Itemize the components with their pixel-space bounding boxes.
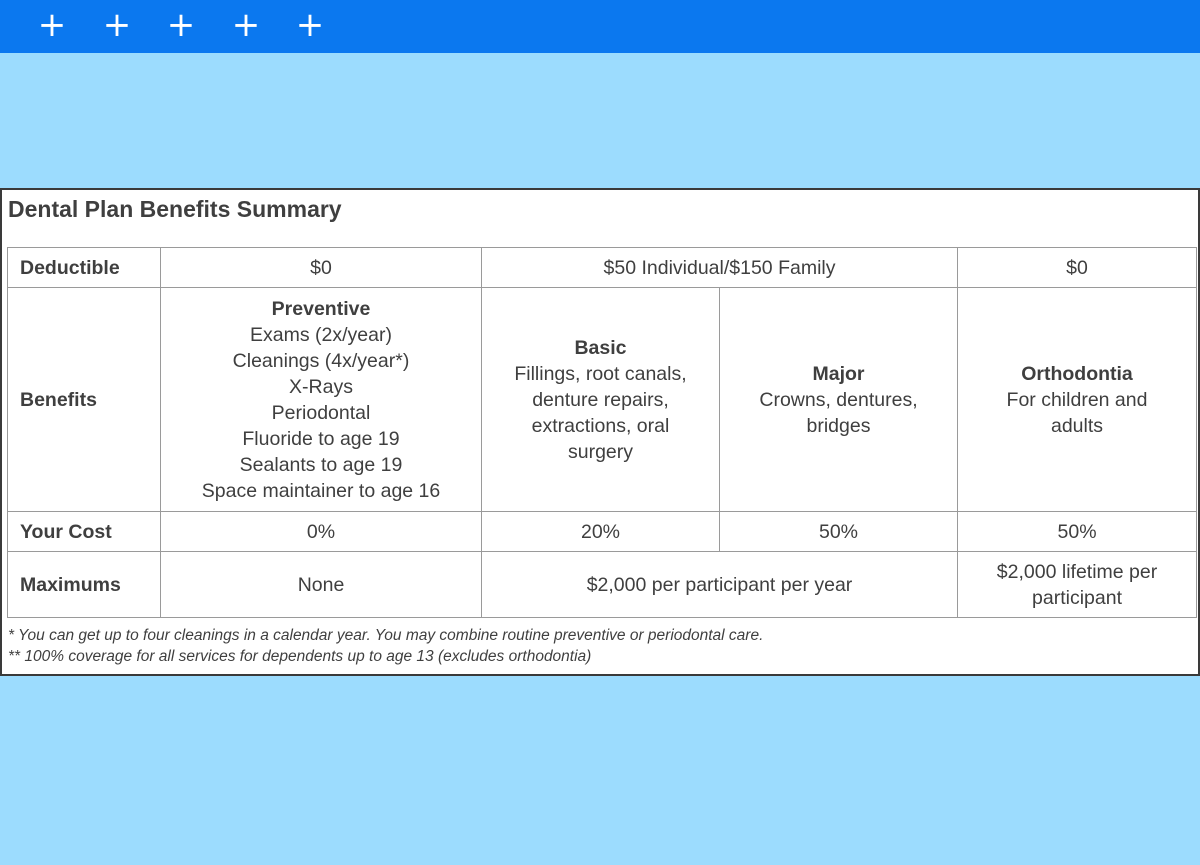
table-row <box>8 552 1197 618</box>
document-title: Dental Plan Benefits Summary <box>8 196 342 222</box>
benefit-item: Sealants to age 19 <box>239 453 403 476</box>
benefit-item: extractions, oral <box>531 414 670 437</box>
cell-cost-preventive: 0% <box>161 512 482 552</box>
benefit-item: Fillings, root canals, <box>514 362 687 385</box>
footnote: * You can get up to four cleanings in a calendar year. You may combine routine preventive or periodontal care. <box>8 627 764 644</box>
maximum-text: $2,000 lifetime per <box>996 560 1158 583</box>
benefit-item: adults <box>1050 414 1104 437</box>
benefit-item: Crowns, dentures, <box>759 388 918 411</box>
benefit-item: Exams (2x/year) <box>250 323 392 346</box>
plus-icon[interactable]: + <box>102 5 132 45</box>
plus-icon[interactable]: + <box>231 5 261 45</box>
cell-deductible-basic-major: $50 Individual/$150 Family <box>482 248 958 288</box>
cell-maximums-ortho <box>958 552 1197 618</box>
benefit-item: Fluoride to age 19 <box>242 427 400 450</box>
benefit-item: Space maintainer to age 16 <box>201 479 441 502</box>
category-name: Basic <box>574 336 627 359</box>
footnotes <box>8 625 763 667</box>
cell-maximums-preventive: None <box>161 552 482 618</box>
benefits-summary-panel <box>0 188 1200 676</box>
cell-benefits-major <box>720 288 958 512</box>
table-row <box>8 288 1197 512</box>
table-row <box>8 248 1197 288</box>
category-name: Major <box>812 362 865 385</box>
top-toolbar <box>0 0 1200 53</box>
plus-icon[interactable]: + <box>37 5 67 45</box>
benefit-item: X-Rays <box>289 375 353 398</box>
category-name: Preventive <box>271 297 371 320</box>
cell-benefits-preventive <box>161 288 482 512</box>
cell-cost-basic: 20% <box>482 512 720 552</box>
table-row <box>8 512 1197 552</box>
benefit-item: surgery <box>567 440 634 463</box>
benefits-table <box>7 247 1197 618</box>
plus-icon[interactable]: + <box>295 5 325 45</box>
benefit-item: Periodontal <box>271 401 371 424</box>
benefit-item: denture repairs, <box>532 388 669 411</box>
benefit-item: For children and <box>1006 388 1148 411</box>
category-name: Orthodontia <box>1021 362 1133 385</box>
row-header-benefits: Benefits <box>8 288 161 512</box>
row-header-cost: Your Cost <box>8 512 161 552</box>
benefit-item: bridges <box>806 414 871 437</box>
cell-deductible-preventive: $0 <box>161 248 482 288</box>
row-header-maximums: Maximums <box>8 552 161 618</box>
cell-benefits-basic <box>482 288 720 512</box>
maximum-text: participant <box>1032 586 1122 609</box>
cell-deductible-ortho: $0 <box>958 248 1197 288</box>
row-header-deductible: Deductible <box>8 248 161 288</box>
cell-benefits-ortho <box>958 288 1197 512</box>
benefit-item: Cleanings (4x/year*) <box>232 349 410 372</box>
cell-cost-major: 50% <box>720 512 958 552</box>
footnote: ** 100% coverage for all services for dependents up to age 13 (excludes orthodontia) <box>8 648 592 665</box>
cell-maximums-basic-major: $2,000 per participant per year <box>482 552 958 618</box>
cell-cost-ortho: 50% <box>958 512 1197 552</box>
plus-icon[interactable]: + <box>166 5 196 45</box>
